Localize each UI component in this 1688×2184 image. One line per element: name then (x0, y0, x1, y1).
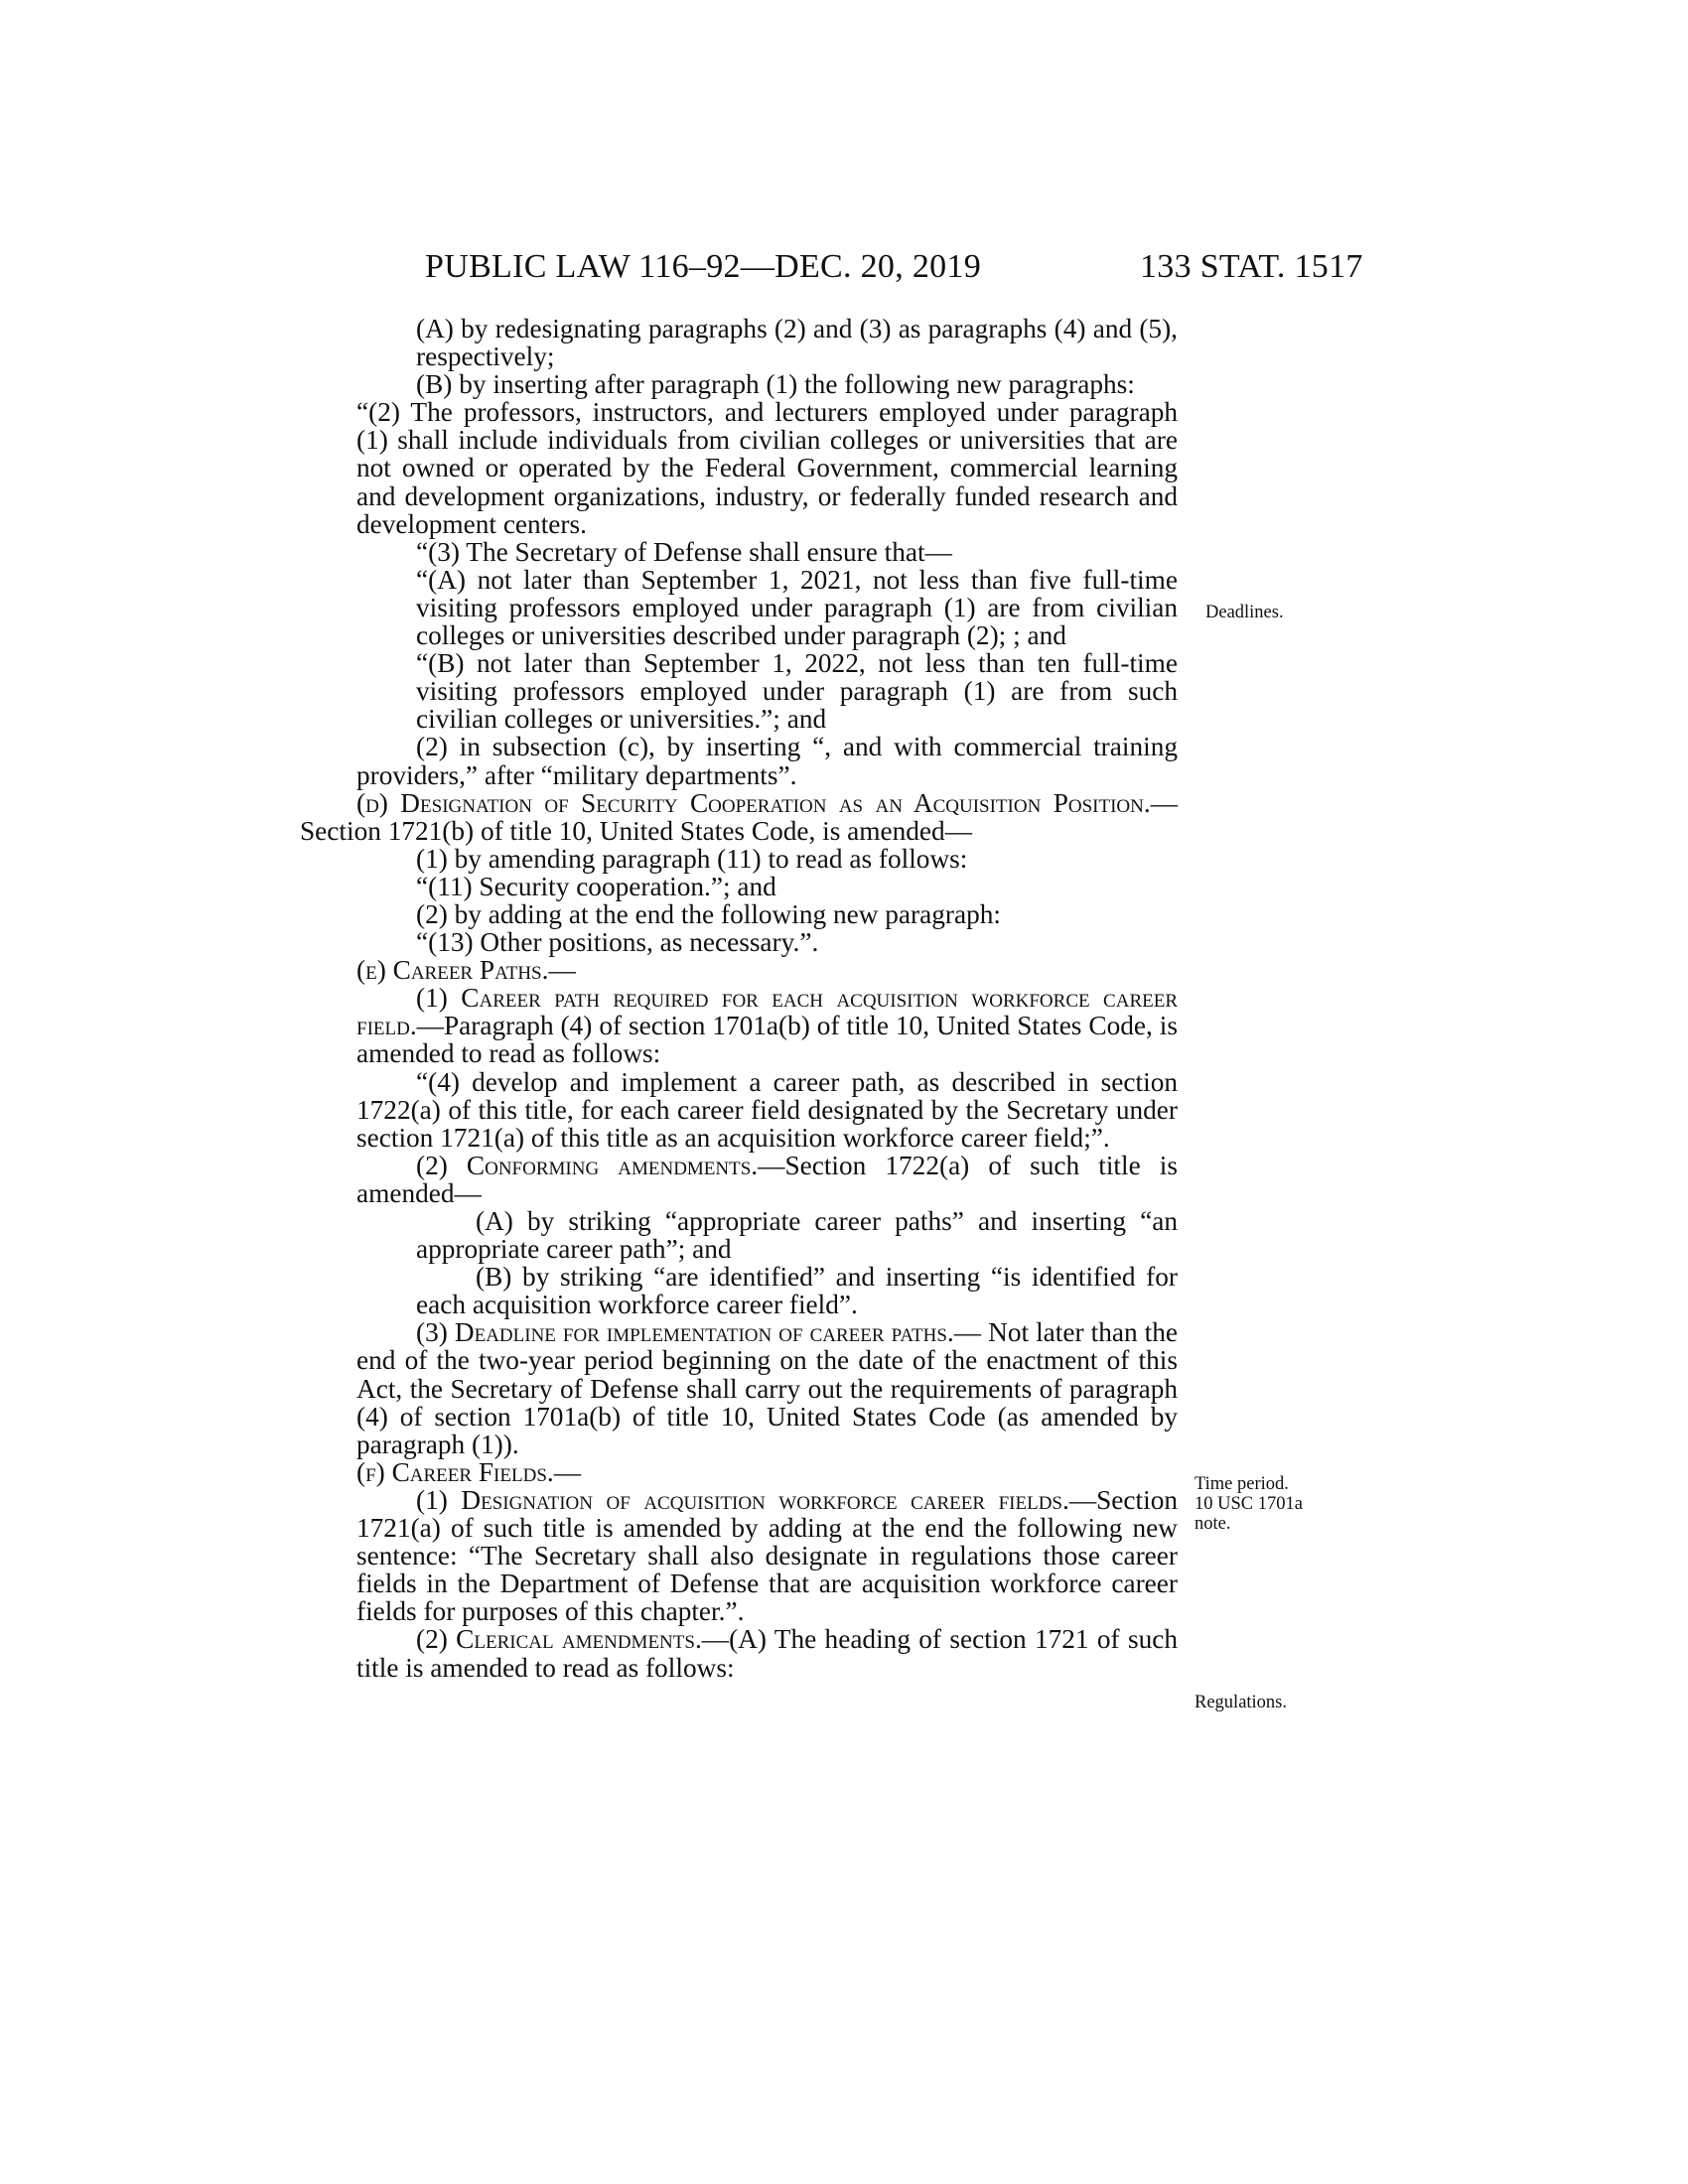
paragraph-f-1-body: —Section 1721(a) of such title is amended by adding at the end the following new sentence: “The Secretary shall also designate in regulations those career fields in the Department of Defense that are acquisition workforce career fields for purposes of this chapter.”. (356, 1484, 1178, 1627)
page-stat-number: 133 STAT. 1517 (1140, 248, 1363, 285)
paragraph-f-2-body: —(A) The heading of section 1721 of such title is amended to read as follows: (356, 1624, 1178, 1683)
subsection-d (300, 789, 1178, 845)
paragraph-e-2 (300, 1152, 1178, 1207)
paragraph-b-insert: (B) by inserting after paragraph (1) the following new paragraphs: (416, 369, 1135, 400)
paragraph-2-adding: (2) by adding at the end the following new paragraph: (416, 898, 1001, 929)
paragraph-a-redesignate: (A) by redesignating paragraphs (2) and (3) as paragraphs (4) and (5), respectively; (416, 314, 1178, 372)
quoted-subparagraph-b: “(B) not later than September 1, 2022, not less than ten full-time visiting professors employed under paragraph (1) are from such civilian colleges or universities.”; and (416, 648, 1178, 735)
margin-note-regulations: Regulations. (1195, 1693, 1288, 1712)
paragraph-f-1 (300, 1486, 1178, 1625)
quoted-paragraph-11: “(11) Security cooperation.”; and (416, 871, 776, 901)
margin-note-note: note. (1195, 1514, 1231, 1534)
quoted-paragraph-13: “(13) Other positions, as necessary.”. (416, 927, 819, 958)
subsection-e-body: — (548, 955, 576, 986)
paragraph-f-2 (300, 1625, 1178, 1681)
paragraph-e-3-body: — Not later than the end of the two-year period beginning on the date of the enactment of this Act, the Secretary of Defense shall carry out the requirements of paragraph (4) of section 1701a(b) of title 10, United States Code (as amended by paragraph (1)). (356, 1317, 1179, 1459)
paragraph-2-subsection-c: (2) in subsection (c), by inserting “, and with commercial training providers,” after “military departments”. (356, 732, 1178, 790)
paragraph-e-2-b: (B) by striking “are identified” and inserting “is identified for each acquisition workforce career field”. (416, 1262, 1178, 1320)
paragraph-e-2-a: (A) by striking “appropriate career paths” and inserting “an appropriate career path”; and (416, 1206, 1178, 1265)
paragraph-e-3 (300, 1318, 1178, 1457)
quoted-paragraph-4: “(4) develop and implement a career path, as described in section 1722(a) of this title, for each career field designated by the Secretary under section 1721(a) of this title as an acquisition workforce career field;”. (356, 1066, 1178, 1153)
subsection-e (300, 956, 1178, 984)
margin-note-usc-reference: 10 USC 1701a (1195, 1494, 1303, 1514)
body-text (300, 315, 1178, 1682)
paragraph-f-1-heading: (1) Designation of acquisition workforce career fields. (416, 1484, 1069, 1515)
paragraph-e-1-body: —Paragraph (4) of section 1701a(b) of title 10, United States Code, is amended to read as follows: (356, 1011, 1178, 1069)
quoted-paragraph-2: “(2) The professors, instructors, and lecturers employed under paragraph (1) shall include individuals from civilian colleges or universities that are not owned or operated by the Federal Government, commercial learning and development organizations, industry, or federally funded research and development centers. (356, 397, 1178, 539)
subsection-e-heading: (e) Career Paths. (356, 955, 549, 986)
running-header-law: PUBLIC LAW 116–92—DEC. 20, 2019 (425, 248, 982, 285)
paragraph-e-1-heading: (1) Career path required for each acquisition workforce career field. (356, 983, 1178, 1041)
paragraph-e-3-heading: (3) Deadline for implementation of career paths. (416, 1317, 954, 1348)
paragraph-e-2-heading: (2) Conforming amendments. (416, 1150, 759, 1180)
margin-note-time-period (1195, 1474, 1303, 1534)
subsection-f-body: — (553, 1456, 582, 1487)
margin-note-time-period-label: Time period. (1195, 1474, 1289, 1494)
quoted-subparagraph-a: “(A) not later than September 1, 2021, not less than five full-time visiting professors employed under paragraph (1) are from civilian colleges or universities described under paragraph (2); ; and (416, 564, 1178, 651)
paragraph-e-2-body: —Section 1722(a) of such title is amended— (356, 1150, 1178, 1208)
subsection-f-heading: (f) Career Fields. (356, 1456, 554, 1487)
quoted-paragraph-3: “(3) The Secretary of Defense shall ensure that— (416, 536, 952, 567)
paragraph-f-2-heading: (2) Clerical amendments. (416, 1624, 702, 1655)
paragraph-1-amend-11: (1) by amending paragraph (11) to read as follows: (416, 843, 968, 874)
subsection-d-body: —Section 1721(b) of title 10, United States Code, is amended— (300, 787, 1178, 846)
subsection-d-heading: (d) Designation of Security Cooperation as an Acquisition Position. (356, 787, 1151, 818)
paragraph-e-1 (300, 984, 1178, 1067)
margin-note-deadlines: Deadlines. (1205, 603, 1284, 622)
subsection-f (300, 1458, 1178, 1486)
